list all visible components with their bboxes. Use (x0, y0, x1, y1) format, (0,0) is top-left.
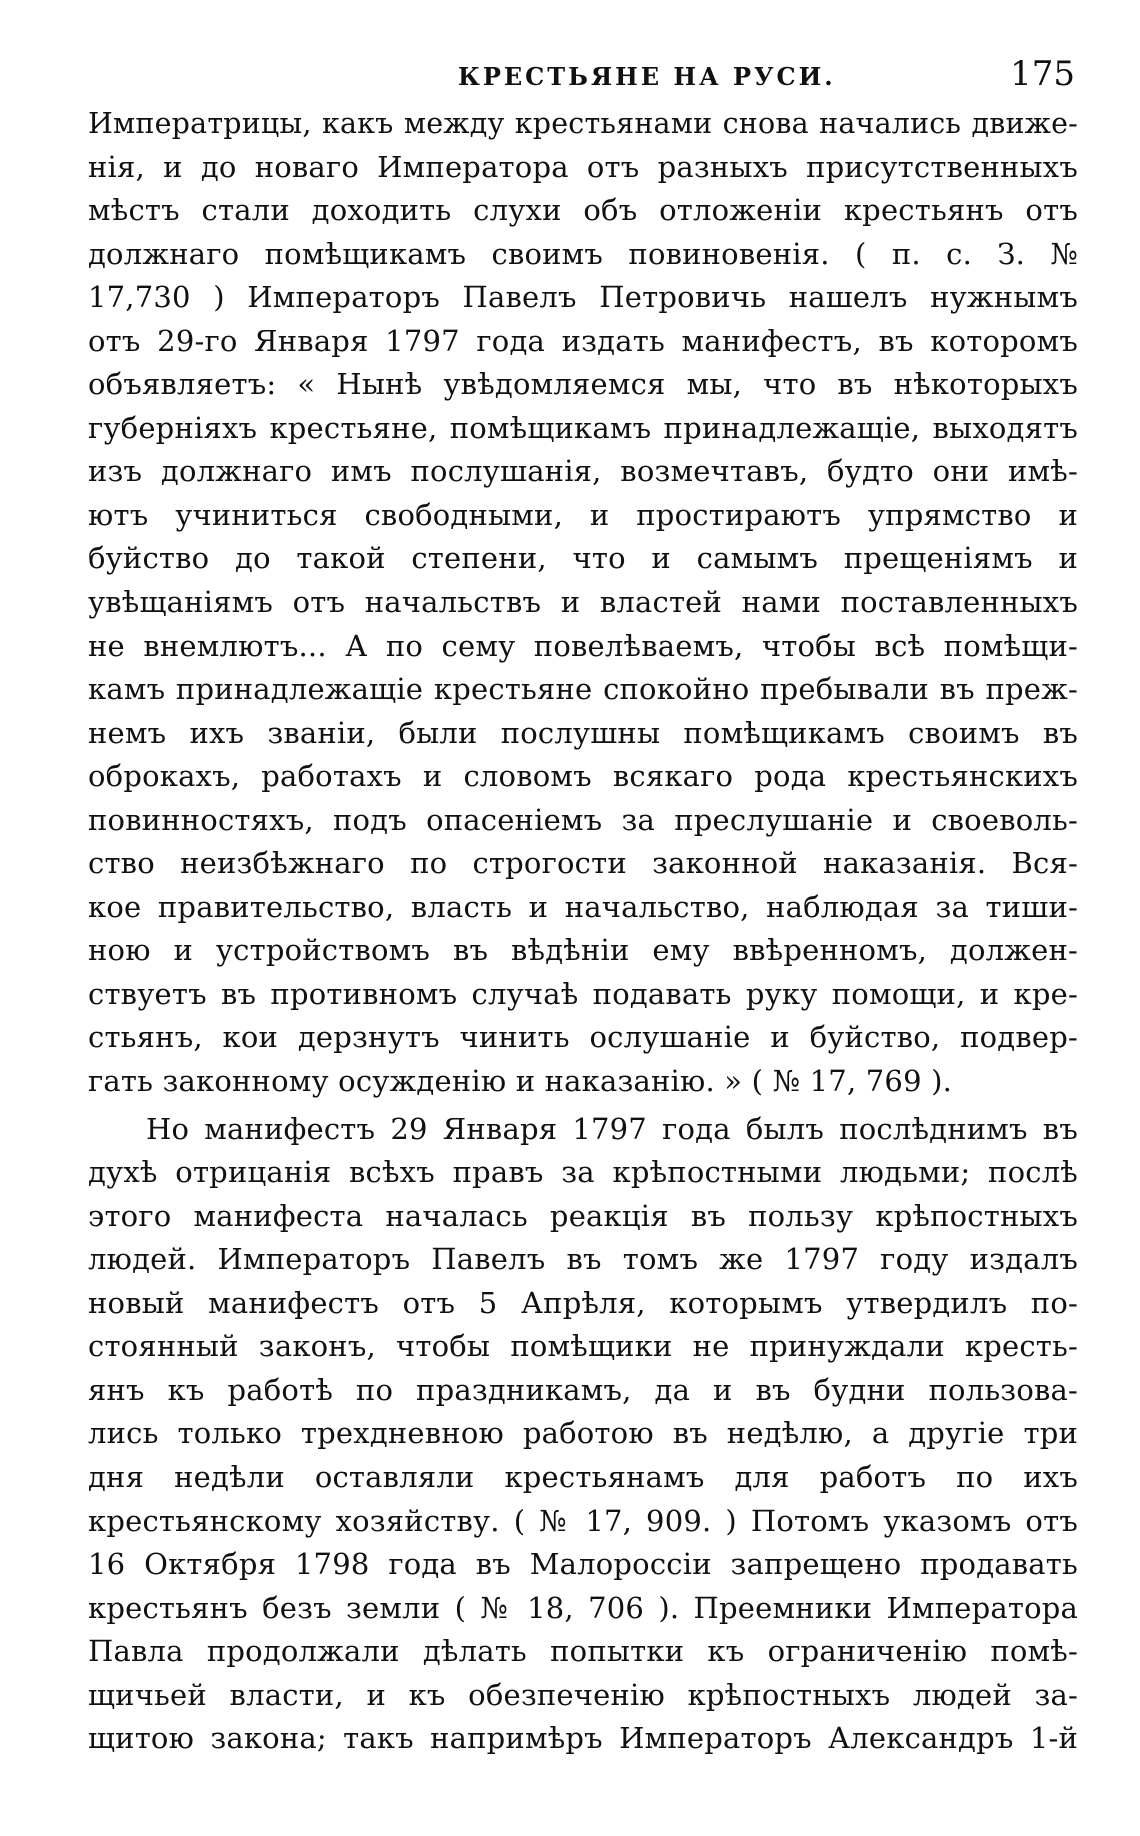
text-line: камъ принадлежащіе крестьяне спокойно пребывали въ преж- (88, 672, 1078, 707)
text-line: дня недѣли оставляли крестьянамъ для работъ по ихъ (88, 1459, 1078, 1494)
text-line: щичьей власти, и къ обезпеченію крѣпостныхъ людей за- (88, 1677, 1078, 1712)
page-number: 175 (1010, 54, 1075, 94)
text-line: этого манифеста началась реакція въ пользу крѣпостныхъ (88, 1198, 1078, 1233)
text-line: изъ должнаго имъ послушанія, возмечтавъ, будто они имѣ- (88, 454, 1078, 489)
text-line: ною и устройствомъ въ вѣдѣніи ему ввѣренномъ, должен- (88, 933, 1078, 968)
text-line: немъ ихъ званіи, были послушны помѣщикамъ своимъ въ (88, 715, 1078, 750)
text-line: повинностяхъ, подъ опасеніемъ за преслушаніе и своеволь- (88, 802, 1078, 837)
text-line: буйство до такой степени, что и самымъ прещеніямъ и (88, 541, 1078, 576)
text-line: новый манифестъ отъ 5 Апрѣля, которымъ утвердилъ по- (88, 1285, 1078, 1320)
text-line: лись только трехдневною работою въ недѣлю, а другіе три (88, 1416, 1078, 1451)
text-line: увѣщаніямъ отъ начальствъ и властей нами поставленныхъ (88, 585, 1078, 620)
text-line: мѣстъ стали доходить слухи объ отложеніи крестьянъ отъ (88, 193, 1078, 228)
text-line: должнаго помѣщикамъ своимъ повиновенія. ( п. с. З. № (88, 236, 1078, 271)
body-text (88, 102, 1078, 1761)
text-line: духѣ отрицанія всѣхъ правъ за крѣпостными людьми; послѣ (88, 1155, 1078, 1190)
text-line: не внемлютъ... А по сему повелѣваемъ, чтобы всѣ помѣщи- (88, 628, 1078, 663)
text-line: 17,730 ) Императоръ Павелъ Петровичь нашелъ нужнымъ (88, 280, 1078, 315)
text-line: нія, и до новаго Императора отъ разныхъ присутственныхъ (88, 149, 1078, 184)
text-line: объявляетъ: « Нынѣ увѣдомляемся мы, что въ нѣкоторыхъ (88, 367, 1078, 402)
text-line: стоянный законъ, чтобы помѣщики не принуждали кресть- (88, 1329, 1078, 1364)
text-line: крестьянъ безъ земли ( № 18, 706 ). Преемники Императора (88, 1590, 1078, 1625)
text-line: ствуетъ въ противномъ случаѣ подавать руку помощи, и кре- (88, 976, 1078, 1011)
text-line: оброкахъ, работахъ и словомъ всякаго рода крестьянскихъ (88, 759, 1078, 794)
text-line: Императрицы, какъ между крестьянами снова начались движе- (88, 107, 1078, 140)
text-line: гать законному осужденію и наказанію. » ( № 17, 769 ). (88, 1064, 953, 1099)
text-line: янъ къ работѣ по праздникамъ, да и въ будни пользова- (88, 1372, 1078, 1407)
text-line: ство неизбѣжнаго по строгости законной наказанія. Вся- (88, 846, 1078, 881)
text-line: кое правительство, власть и начальство, наблюдая за тиши- (88, 889, 1078, 924)
text-line: Павла продолжали дѣлать попытки къ ограниченію помѣ- (88, 1634, 1078, 1669)
text-line: ютъ учиниться свободными, и простираютъ упрямство и (88, 497, 1078, 532)
text-line: 16 Октября 1798 года въ Малороссіи запрещено продавать (88, 1547, 1078, 1582)
running-head (88, 52, 1080, 96)
text-line: щитою закона; такъ напримѣръ Императоръ Александръ 1-й (88, 1721, 1078, 1756)
paragraph (88, 1108, 1078, 1761)
text-line: стьянъ, кои дерзнутъ чинить ослушаніе и буйство, подвер- (88, 1020, 1078, 1055)
text-line: крестьянскому хозяйству. ( № 17, 909. ) Потомъ указомъ отъ (88, 1503, 1078, 1538)
running-title: КРЕСТЬЯНЕ НА РУСИ. (458, 62, 836, 91)
paragraph (88, 102, 1078, 1104)
text-line: отъ 29-го Января 1797 года издать манифестъ, въ которомъ (88, 323, 1078, 358)
text-line: губерніяхъ крестьяне, помѣщикамъ принадлежащіе, выходятъ (88, 410, 1078, 445)
text-line: людей. Императоръ Павелъ въ томъ же 1797 году издалъ (88, 1242, 1078, 1277)
text-line: Но манифестъ 29 Января 1797 года былъ послѣднимъ въ (146, 1111, 1078, 1146)
